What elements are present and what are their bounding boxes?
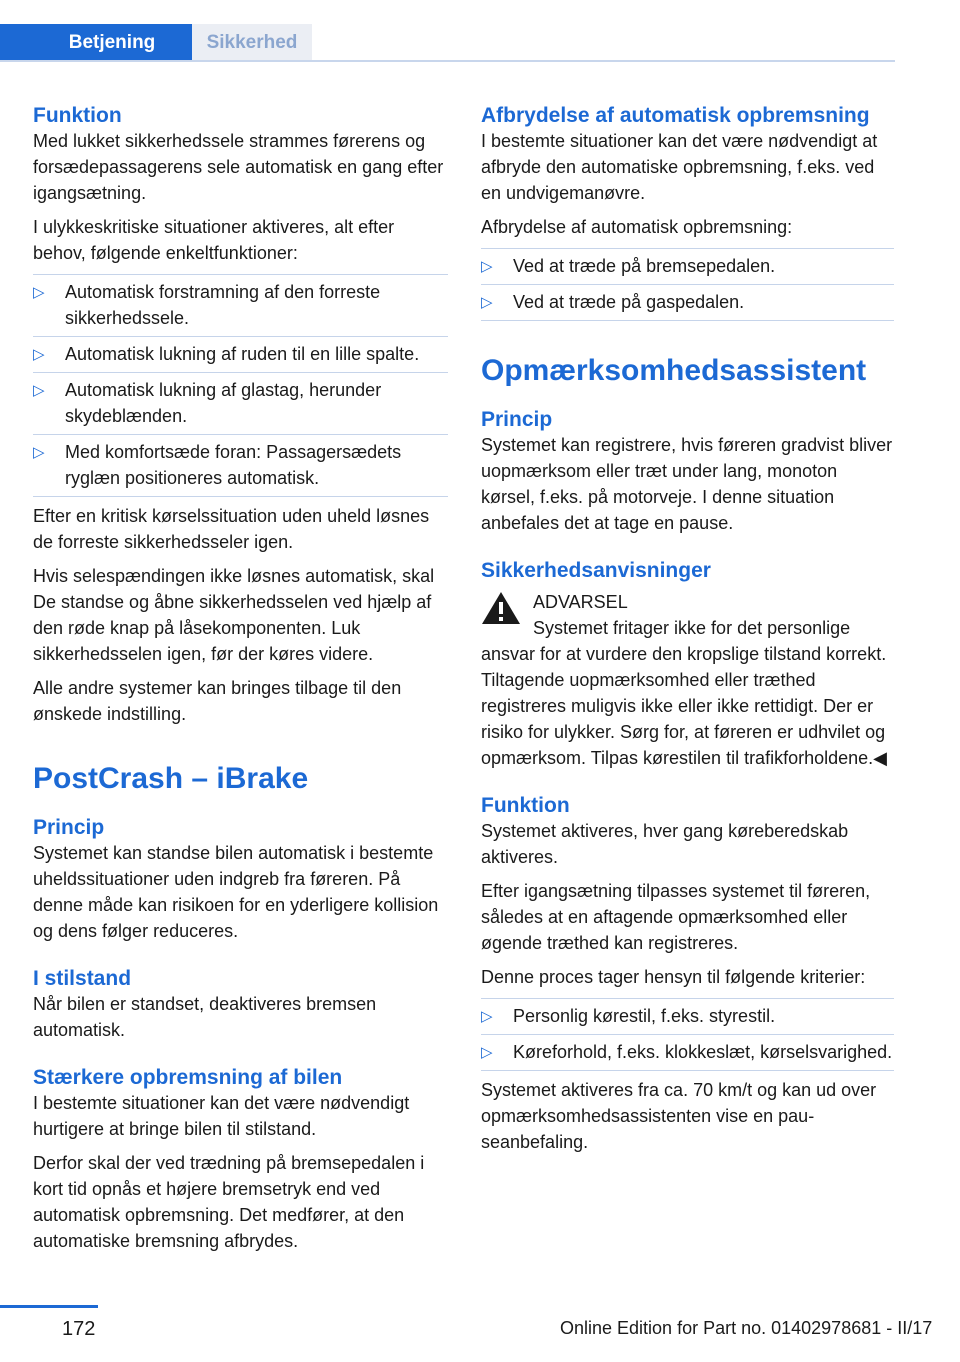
stilstand-paragraph: Når bilen er standset, deaktiveres bremsen automatisk.: [33, 994, 377, 1040]
warning-box: [481, 589, 894, 771]
funktion-right-paragraph-4: Systemet aktiveres fra ca. 70 km/t og kan ud over opmærksomhedsassistenten vise en pauseanbefaling.: [481, 1080, 877, 1152]
afbrydelse-paragraph-2: Afbrydelse af automatisk opbremsning:: [481, 217, 793, 237]
funktion-heading: Funktion: [33, 104, 122, 127]
tab-betjening[interactable]: Betjening: [0, 24, 192, 61]
staerkere-paragraph-2: Derfor skal der ved trædning på bremsepedalen i kort tid opnås et højere bremsetryk end ved automatisk opbremsning. Det medfører, at den automatiske bremsning afbrydes.: [33, 1153, 425, 1251]
funktion-right-list: [481, 998, 894, 1071]
funktion-paragraph-2: I ulykkeskritiske situationer aktiveres, alt efter behov, følgende enkeltfunktioner:: [33, 217, 395, 263]
edition-text: Online Edition for Part no. 01402978681 - II/17: [560, 1318, 933, 1338]
list-item: ▷ Automatisk lukning af ruden til en lille spalte.: [33, 337, 448, 373]
princip-heading-right: Princip: [481, 408, 553, 431]
triangle-right-icon: ▷: [481, 294, 493, 311]
funktion-paragraph-4: Hvis selespændingen ikke løsnes automatisk, skal De standse og åbne sikkerhedsselen ved hjælp af den røde knap på låsekomponenten. Luk sikkerhedsselen igen, før der køres videre.: [33, 566, 435, 664]
left-column: [33, 103, 448, 1262]
afbrydelse-list: [481, 248, 894, 321]
afbrydelse-heading: Afbrydelse af automatisk opbremsning: [481, 104, 870, 127]
triangle-right-icon: ▷: [481, 258, 493, 275]
sikkerhed-heading: Sikkerhedsanvisninger: [481, 559, 711, 582]
funktion-right-paragraph-2: Efter igangsætning tilpasses systemet til føreren, således at en aftagende opmærksomhed eller øgende træthed kan registreres.: [481, 881, 871, 953]
list-item: ▷ Automatisk forstramning af den forreste sikkerhedssele.: [33, 274, 448, 337]
chapter-tabs: [0, 24, 312, 61]
list-item: ▷ Køreforhold, f.eks. klokkeslæt, kørselsvarighed.: [481, 1035, 894, 1071]
staerkere-paragraph-1: I bestemte situationer kan det være nødvendigt hurtigere at bringe bilen til stilstand.: [33, 1093, 410, 1139]
triangle-right-icon: ▷: [33, 346, 45, 363]
list-item: ▷ Ved at træde på gaspedalen.: [481, 285, 894, 321]
warning-text: Systemet fritager ikke for det personlige ansvar for at vurdere den kropslige tilstand korrekt. Tiltagende uopmærksomhed eller træthed registreres muligvis ikke eller ikke rettidigt. Der er risiko for ulykker. Sørg for, at føreren er udhvilet og opmærksom. Tilpas kørestilen til trafikforholdene.◀: [481, 618, 887, 768]
funktion-list: [33, 274, 448, 497]
list-item: ▷ Personlig kørestil, f.eks. styrestil.: [481, 998, 894, 1035]
footer-rule: [0, 1305, 98, 1308]
triangle-right-icon: ▷: [33, 284, 45, 301]
triangle-right-icon: ▷: [481, 1008, 493, 1025]
list-item: ▷ Automatisk lukning af glastag, herunder skydeblænden.: [33, 373, 448, 435]
funktion-paragraph-5: Alle andre systemer kan bringes tilbage til den ønskede indstilling.: [33, 678, 402, 724]
funktion-right-paragraph-3: Denne proces tager hensyn til følgende kriterier:: [481, 967, 866, 987]
triangle-right-icon: ▷: [481, 1044, 493, 1061]
princip-paragraph: Systemet kan standse bilen automatisk i bestemte uheldssituationer uden indgreb fra føreren. På denne måde kan risikoen for en yderligere kollision og dens følger reduceres.: [33, 843, 439, 941]
funktion-paragraph-1: Med lukket sikkerhedssele strammes førerens og forsædepassagerens sele automatisk en gang efter igangsætning.: [33, 131, 444, 203]
warning-title: ADVARSEL: [533, 592, 628, 612]
funktion-paragraph-3: Efter en kritisk kørselssituation uden uheld løsnes de forreste sikkerhedsseler igen.: [33, 506, 430, 552]
warning-triangle-icon: [481, 591, 521, 625]
list-item: ▷ Ved at træde på bremsepedalen.: [481, 248, 894, 285]
funktion-heading-right: Funktion: [481, 794, 570, 817]
staerkere-heading: Stærkere opbremsning af bilen: [33, 1066, 343, 1089]
tab-sikkerhed[interactable]: Sikkerhed: [192, 24, 312, 61]
list-item: ▷ Med komfortsæde foran: Passagersædets ryglæn positioneres automatisk.: [33, 435, 448, 497]
triangle-right-icon: ▷: [33, 444, 45, 461]
postcrash-heading: PostCrash – iBrake: [33, 762, 309, 795]
right-column: [481, 103, 894, 1163]
funktion-right-paragraph-1: Systemet aktiveres, hver gang køreberedskab aktiveres.: [481, 821, 849, 867]
princip-heading: Princip: [33, 816, 105, 839]
stilstand-heading: I stilstand: [33, 967, 132, 990]
princip-paragraph-right: Systemet kan registrere, hvis føreren gradvist bliver uopmærksom eller træt under lang, monoton kørsel, f.eks. på motorveje. I denne situation anbefales det at tage en pause.: [481, 435, 893, 533]
page-number: 172: [62, 1318, 96, 1340]
header-rule: [0, 60, 895, 62]
triangle-right-icon: ▷: [33, 382, 45, 399]
opmaerksomhed-heading: Opmærksomhedsassistent: [481, 354, 867, 387]
afbrydelse-paragraph-1: I bestemte situationer kan det være nødvendigt at afbryde den automatiske opbremsning, f.eks. ved en undvigemanøvre.: [481, 131, 878, 203]
